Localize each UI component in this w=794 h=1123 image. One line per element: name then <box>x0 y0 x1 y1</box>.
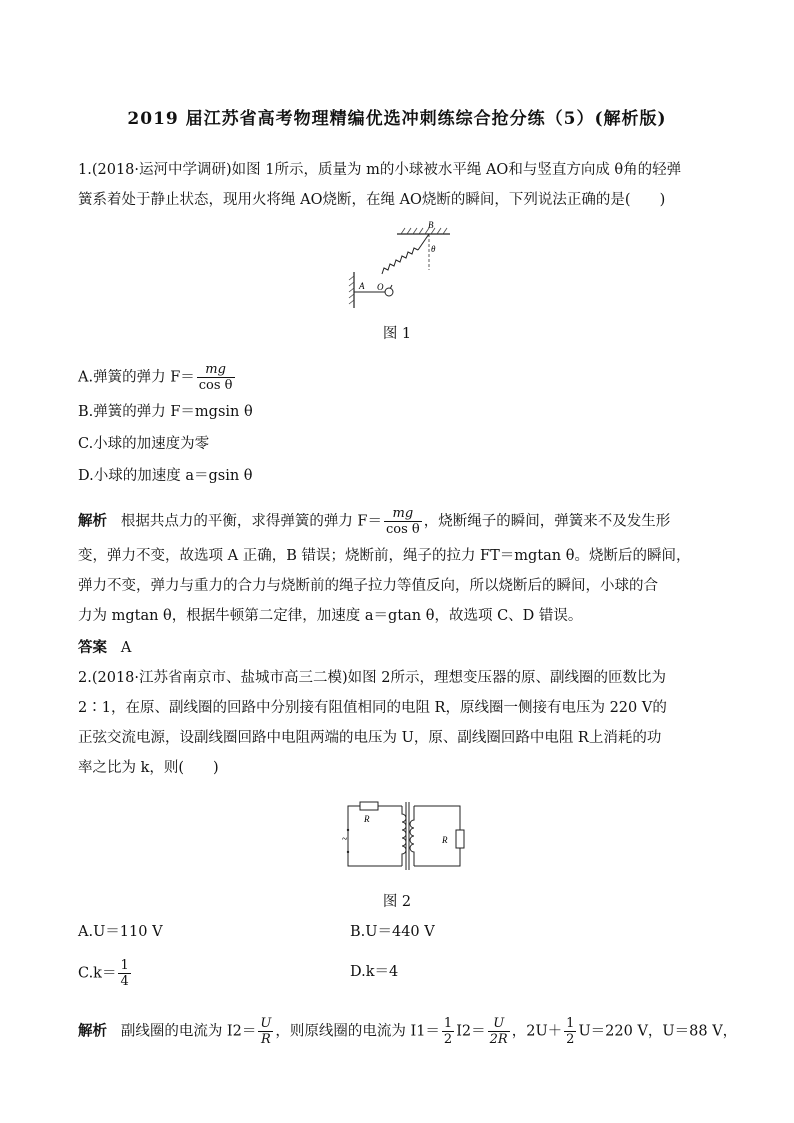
document-title: 2019 届江苏省高考物理精编优选冲刺练综合抢分练（5）(解析版) <box>127 109 667 129</box>
ac-source-symbol: ~ <box>342 834 348 845</box>
label-R-primary: R <box>364 814 370 824</box>
label-A: A <box>359 281 365 291</box>
figure-1-spring-diagram <box>345 220 455 312</box>
q1-option-d: D.小球的加速度 a＝gsin θ <box>78 468 253 484</box>
figure-2-transformer-circuit <box>340 796 470 876</box>
q2-option-d: D.k＝4 <box>350 964 399 980</box>
q2-stem-line3: 正弦交流电源，设副线圈回路中电阻两端的电压为 U，原、副线圈回路中电阻 R上消耗的功 <box>78 730 662 746</box>
label-O: O <box>377 282 384 292</box>
q1-analysis-line4: 力为 mgtan θ，根据牛顿第二定律，加速度 a＝gtan θ，故选项 C、D 错误。 <box>78 608 583 624</box>
analysis-label: 解析 <box>78 512 107 530</box>
q2-stem-line1: 2.(2018·江苏省南京市、盐城市高三二模)如图 2所示，理想变压器的原、副线圈的匝数比为 <box>78 670 666 686</box>
q2-option-b: B.U＝440 V <box>350 924 435 940</box>
q1-analysis-line2: 变，弹力不变，故选项 A 正确，B 错误；烧断前，绳子的拉力 FT＝mgtan θ。烧断后的瞬间， <box>78 548 691 564</box>
label-R-secondary: R <box>442 835 448 845</box>
q1-stem-line2: 簧系着处于静止状态，现用火将绳 AO烧断，在绳 AO烧断的瞬间，下列说法正确的是( ) <box>78 192 666 208</box>
q2-option-c: C.k＝ $\frac{1}{4}$ <box>78 958 129 989</box>
q1-option-b: B.弹簧的弹力 F＝mgsin θ <box>78 404 253 420</box>
q1-analysis-line1: 解析 根据共点力的平衡，求得弹簧的弹力 F＝ $\frac{mg}{\text{cos θ}}$ ，烧断绳子的瞬间，弹簧来不及发生形 <box>78 506 671 537</box>
q2-stem-line2: 2∶1，在原、副线圈的回路中分别接有阻值相同的电阻 R，原线圈一侧接有电压为 220 V的 <box>78 700 667 716</box>
figure-1-caption: 图 1 <box>382 326 412 342</box>
q2-analysis-line1: 解析 副线圈的电流为 I2＝ $\frac{U}{R}$ ，则原线圈的电流为 I1＝ $\frac{1}{2}$ I2＝ $\frac{U}{2R}$ ，2U＋ $\frac{1}{2}$ U＝220 V，U＝88 V， <box>78 1016 738 1047</box>
label-B: B <box>428 220 434 230</box>
q1-stem-line1: 1.(2018·运河中学调研)如图 1所示，质量为 m的小球被水平绳 AO和与竖直方向成 θ角的轻弹 <box>78 162 682 178</box>
label-theta: θ <box>431 244 436 254</box>
q1-option-c: C.小球的加速度为零 <box>78 436 210 452</box>
q2-stem-line4: 率之比为 k，则( ) <box>78 760 219 776</box>
q2-option-a: A.U＝110 V <box>78 924 163 940</box>
q1-answer: 答案 A <box>78 639 132 656</box>
q1-analysis-line3: 弹力不变，弹力与重力的合力与烧断前的绳子拉力等值反向，所以烧断后的瞬间，小球的合 <box>78 578 658 594</box>
figure-2-caption: 图 2 <box>382 894 412 910</box>
analysis-label-2: 解析 <box>78 1022 107 1040</box>
q1-option-a: A.弹簧的弹力 F＝ $\frac{mg}{\text{cos θ}}$ <box>78 362 233 393</box>
